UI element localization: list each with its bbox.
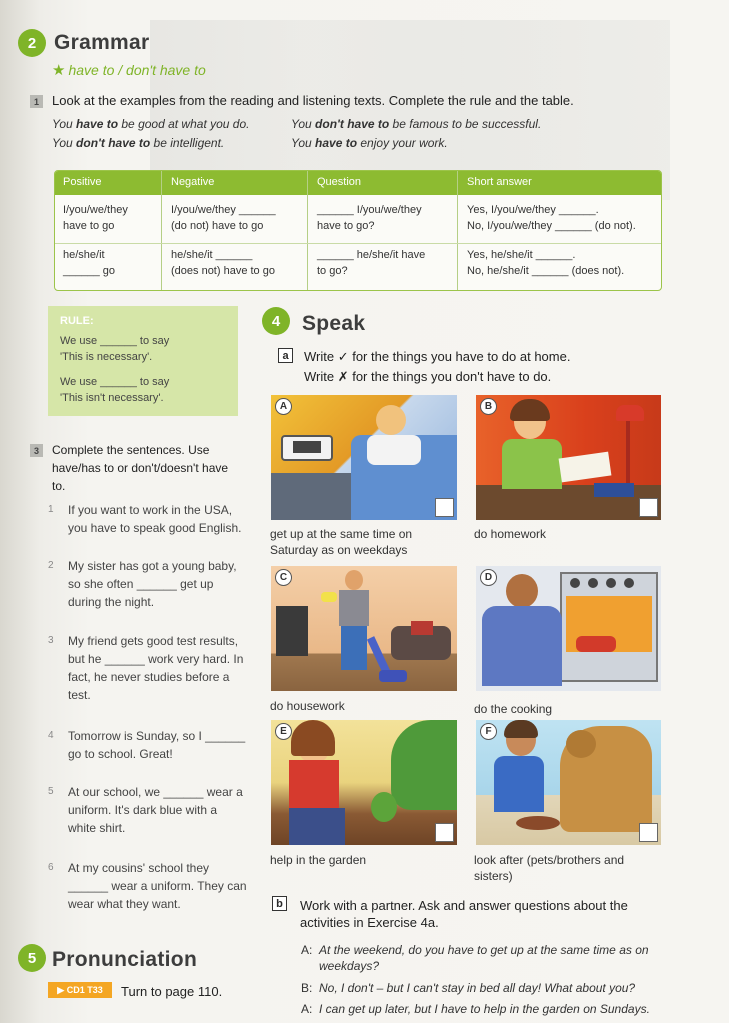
star-icon: ★ — [52, 62, 66, 79]
dialogue-line: A: I can get up later, but I have to help in the garden on Sundays. — [301, 1002, 650, 1016]
example-sentence: You have to enjoy your work. — [291, 136, 448, 150]
table-cell: ______ I/you/we/they have to go? — [317, 204, 422, 232]
exercise-3-instruction: Complete the sentences. Use have/has to or don't/doesn't have to. — [52, 443, 229, 493]
picture-e-girl-gardening — [271, 720, 457, 845]
picture-letter: E — [275, 723, 292, 740]
rule-box — [48, 306, 238, 416]
rule-line: We use ______ to say — [60, 376, 170, 388]
table-cell: he/she/it ______ (does not) have to go — [171, 249, 275, 277]
rule-line: 'This is necessary'. — [60, 351, 153, 363]
speak-a-line2: Write ✗ for the things you don't have to do. — [304, 369, 552, 384]
picture-a-boy-in-bed — [271, 395, 457, 520]
table-cell: Yes, I/you/we/they ______. No, I/you/we/they ______ (do not). — [467, 204, 636, 232]
table-cell: I/you/we/they ______ (do not) have to go — [171, 204, 276, 232]
pronunciation-title: Pronunciation — [52, 948, 198, 971]
picture-d-boy-cooking — [476, 566, 661, 691]
pronunciation-instruction: Turn to page 110. — [121, 984, 223, 999]
example-sentence: You have to be good at what you do. — [52, 117, 250, 131]
grammar-subtitle-text: have to / don't have to — [68, 62, 206, 78]
answer-checkbox[interactable] — [435, 823, 454, 842]
picture-letter: B — [480, 398, 497, 415]
grammar-table — [54, 170, 662, 291]
picture-c-boy-vacuuming — [271, 566, 457, 691]
grammar-subtitle — [52, 61, 206, 79]
answer-checkbox[interactable] — [639, 823, 658, 842]
picture-caption: look after (pets/brothers and sisters) — [474, 853, 625, 883]
sub-exercise-label: b — [272, 896, 287, 911]
exercise-item: 3 My friend gets good test results, but he ______ work very hard. In fact, he never studies before a test. — [48, 634, 244, 702]
example-sentence: You don't have to be intelligent. — [52, 136, 225, 150]
picture-letter: C — [275, 569, 292, 586]
table-header-cell: Negative — [171, 176, 215, 188]
picture-f-boy-with-dog — [476, 720, 661, 845]
table-header-cell: Short answer — [467, 176, 532, 188]
answer-checkbox[interactable] — [435, 498, 454, 517]
exercise-item: 5 At our school, we ______ wear a uniform. It's dark blue with a white shirt. — [48, 785, 243, 835]
exercise-item: 4 Tomorrow is Sunday, so I ______ go to school. Great! — [48, 729, 246, 761]
dialogue-line: B: No, I don't – but I can't stay in bed all day! What about you? — [301, 981, 636, 995]
exercise-item: 2 My sister has got a young baby, so she often ______ get up during the night. — [48, 559, 237, 609]
section-number-badge: 4 — [262, 307, 290, 335]
rule-line: 'This isn't necessary'. — [60, 392, 164, 404]
answer-checkbox[interactable] — [639, 498, 658, 517]
picture-caption: do the cooking — [474, 702, 553, 716]
table-header-cell: Positive — [63, 176, 102, 188]
example-sentence: You don't have to be famous to be successful. — [291, 117, 542, 131]
exercise-item: 6 At my cousins' school they ______ wear a uniform. They can wear what they want. — [48, 861, 247, 911]
rule-line: We use ______ to say — [60, 335, 170, 347]
section-number-badge: 2 — [18, 29, 46, 57]
exercise-number: 1 — [30, 95, 43, 108]
picture-caption: do homework — [474, 527, 547, 541]
rule-heading: RULE: — [60, 315, 94, 327]
sub-exercise-label: a — [278, 348, 293, 363]
table-header-cell: Question — [317, 176, 362, 188]
audio-track-tag: ▶ CD1 T33 — [48, 982, 112, 998]
picture-letter: F — [480, 723, 497, 740]
section-number-badge: 5 — [18, 944, 46, 972]
exercise-1-instruction: Look at the examples from the reading and listening texts. Complete the rule and the table. — [52, 93, 574, 108]
table-cell: Yes, he/she/it ______. No, he/she/it ______ (does not). — [467, 249, 625, 277]
exercise-item: 1 If you want to work in the USA, you have to speak good English. — [48, 503, 242, 535]
picture-caption: get up at the same time on Saturday as on weekdays — [270, 527, 413, 557]
dialogue-line: A: At the weekend, do you have to get up at the same time as on weekdays? — [301, 943, 649, 973]
exercise-number: 3 — [30, 444, 43, 457]
picture-b-girl-homework — [476, 395, 661, 520]
speak-b-instruction: Work with a partner. Ask and answer questions about the activities in Exercise 4a. — [300, 898, 628, 930]
grammar-title: Grammar — [54, 31, 150, 54]
table-cell: ______ he/she/it have to go? — [317, 249, 426, 277]
picture-letter: A — [275, 398, 292, 415]
table-cell: he/she/it ______ go — [63, 249, 115, 277]
picture-caption: do housework — [270, 699, 345, 713]
picture-letter: D — [480, 569, 497, 586]
table-cell: I/you/we/they have to go — [63, 204, 128, 232]
speak-a-line1: Write ✓ for the things you have to do at home. — [304, 349, 571, 364]
picture-caption: help in the garden — [270, 853, 367, 867]
speak-title: Speak — [302, 312, 366, 335]
